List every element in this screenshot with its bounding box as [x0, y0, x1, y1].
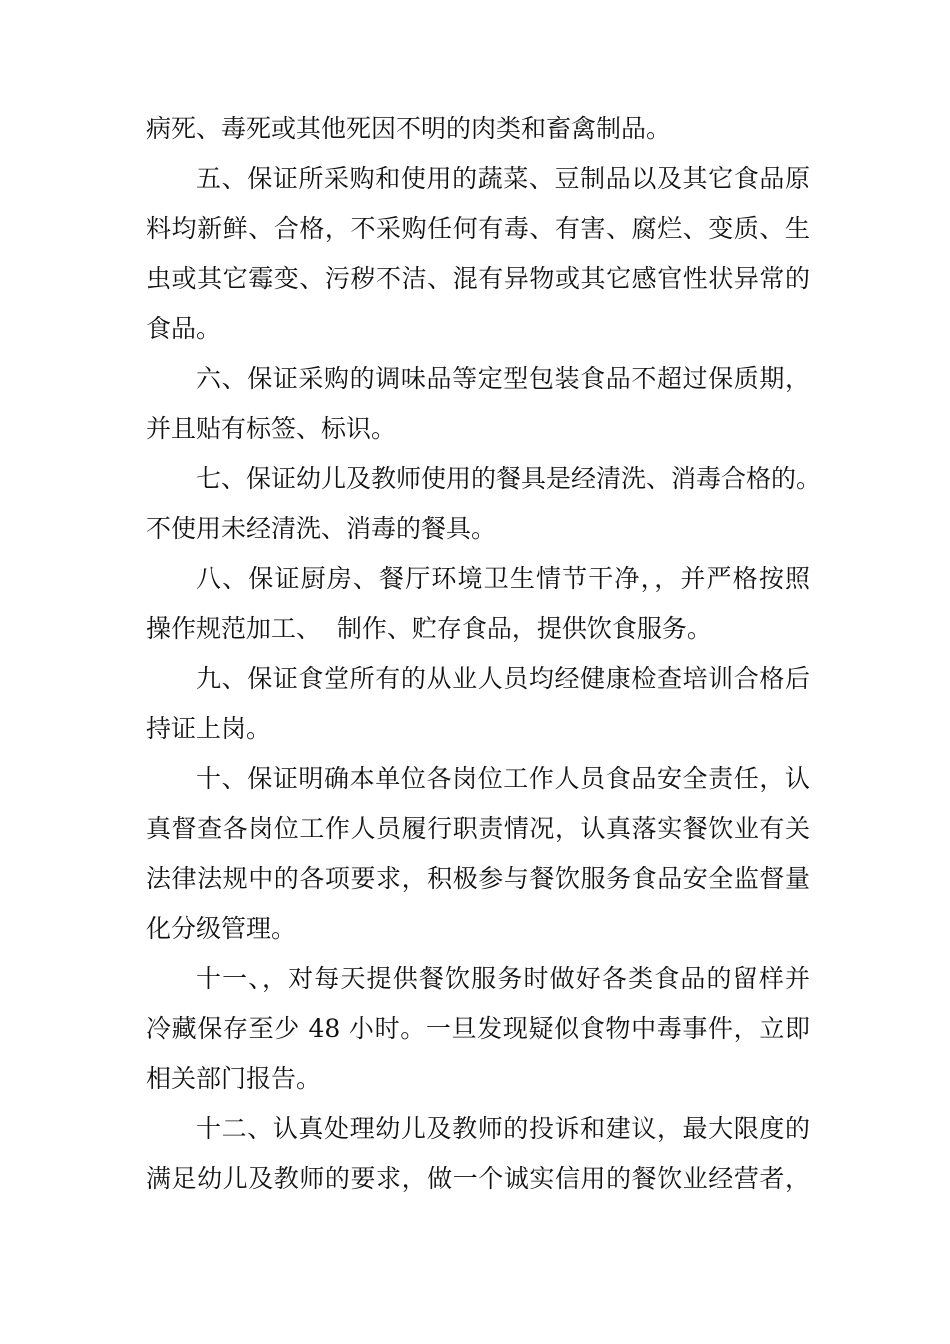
text-line: 六、保证采购的调味品等定型包装食品不超过保质期，: [196, 364, 810, 393]
paragraph-item-9: [146, 654, 810, 754]
text-line: 十二、认真处理幼儿及教师的投诉和建议，最大限度的: [196, 1114, 810, 1143]
text-line: 五、保证所采购和使用的蔬菜、豆制品以及其它食品原: [196, 164, 810, 193]
text-line: 七、保证幼儿及教师使用的餐具是经清洗、消毒合格的。: [196, 464, 822, 493]
text-line: 料均新鲜、合格，不采购任何有毒、有害、腐烂、变质、生: [146, 214, 810, 243]
text-line: 满足幼儿及教师的要求，做一个诚实信用的餐饮业经营者，: [146, 1164, 810, 1193]
text-line: 十、保证明确本单位各岗位工作人员食品安全责任，认: [196, 764, 810, 793]
text-line: 八、保证厨房、餐厅环境卫生情节干净，，并严格按照: [196, 564, 810, 593]
paragraph-item-8: [146, 554, 810, 654]
text-line: 冷藏保存至少 48 小时。一旦发现疑似食物中毒事件，立即: [146, 1014, 810, 1043]
paragraph-continued: [146, 104, 810, 154]
text-line: 持证上岗。: [146, 714, 272, 743]
text-line: 虫或其它霉变、污秽不洁、混有异物或其它感官性状异常的: [146, 264, 810, 293]
text-line: 真督查各岗位工作人员履行职责情况，认真落实餐饮业有关: [146, 814, 810, 843]
text-line: 法律法规中的各项要求，积极参与餐饮服务食品安全监督量: [146, 864, 810, 893]
text-line: 不使用未经清洗、消毒的餐具。: [146, 514, 497, 543]
paragraph-item-6: [146, 354, 810, 454]
text-line: 病死、毒死或其他死因不明的肉类和畜禽制品。: [146, 114, 672, 143]
text-line: 相关部门报告。: [146, 1064, 322, 1093]
document-body: [146, 104, 822, 1204]
paragraph-item-10: [146, 754, 810, 954]
paragraph-item-11: [146, 954, 810, 1104]
text-line: 操作规范加工、 制作、贮存食品，提供饮食服务。: [146, 614, 712, 643]
paragraph-item-12: [146, 1104, 810, 1204]
text-line: 并且贴有标签、标识。: [146, 414, 397, 443]
text-line: 食品。: [146, 314, 222, 343]
text-line: 化分级管理。: [146, 914, 297, 943]
text-line: 九、保证食堂所有的从业人员均经健康检查培训合格后: [196, 664, 810, 693]
paragraph-item-7: [146, 454, 822, 554]
text-line: 十一、，对每天提供餐饮服务时做好各类食品的留样并: [196, 964, 810, 993]
paragraph-item-5: [146, 154, 810, 354]
